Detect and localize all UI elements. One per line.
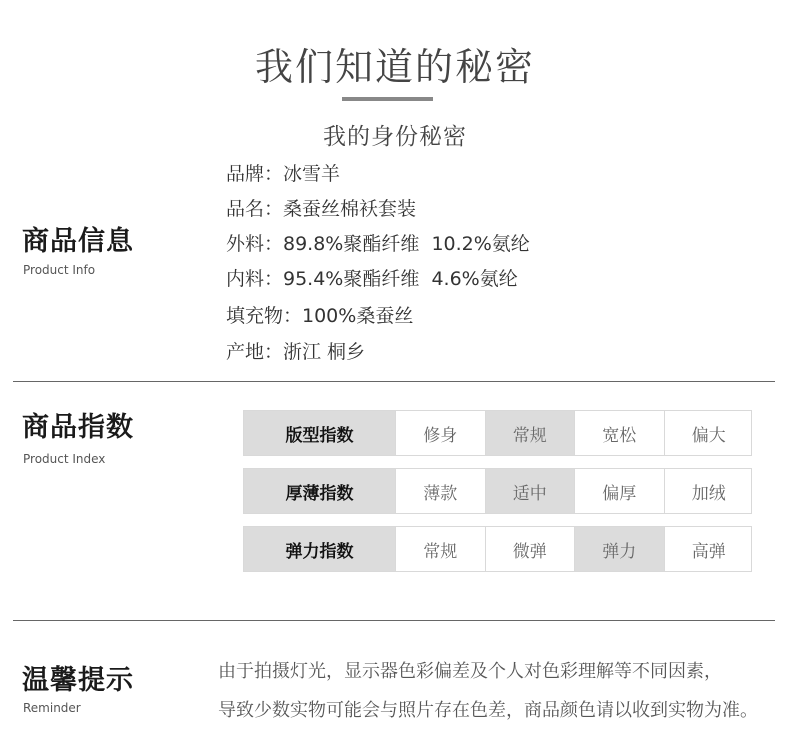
product-index-heading-en: Product Index [23, 452, 106, 466]
reminder-line: 由于拍摄灯光，显示器色彩偏差及个人对色彩理解等不同因素， [218, 661, 722, 682]
index-option-selected: 常规 [485, 411, 575, 455]
index-option: 薄款 [395, 469, 485, 513]
section-divider [13, 381, 775, 382]
index-row-label: 弹力指数 [244, 527, 395, 571]
index-option-selected: 弹力 [574, 527, 664, 571]
index-row-label: 版型指数 [244, 411, 395, 455]
info-filling: 填充物：100%桑蚕丝 [226, 305, 414, 327]
title-underline [342, 97, 433, 101]
page-subtitle: 我的身份秘密 [323, 124, 467, 150]
index-option: 宽松 [574, 411, 664, 455]
index-option: 偏厚 [574, 469, 664, 513]
index-option: 常规 [395, 527, 485, 571]
info-product-name: 品名：桑蚕丝棉袄套装 [226, 198, 417, 220]
reminder-heading: 温馨提示 [22, 665, 134, 696]
info-brand: 品牌：冰雪羊 [226, 163, 341, 185]
index-option-selected: 适中 [485, 469, 575, 513]
product-info-heading: 商品信息 [22, 226, 134, 257]
page-title: 我们知道的秘密 [254, 45, 535, 89]
product-info-heading-en: Product Info [23, 263, 96, 277]
index-option: 偏大 [664, 411, 754, 455]
index-option: 微弹 [485, 527, 575, 571]
index-option: 加绒 [664, 469, 754, 513]
index-row-elasticity [243, 526, 752, 572]
index-option: 修身 [395, 411, 485, 455]
section-divider [13, 620, 775, 621]
info-inner-fabric: 内料：95.4%聚酯纤维 4.6%氨纶 [226, 268, 518, 290]
reminder-line: 导致少数实物可能会与照片存在色差，商品颜色请以收到实物为准。 [218, 700, 758, 721]
info-outer-fabric: 外料：89.8%聚酯纤维 10.2%氨纶 [226, 233, 530, 255]
index-row-fit [243, 410, 752, 456]
reminder-heading-en: Reminder [23, 701, 81, 715]
index-row-label: 厚薄指数 [244, 469, 395, 513]
index-option: 高弹 [664, 527, 754, 571]
index-row-thickness [243, 468, 752, 514]
product-index-heading: 商品指数 [22, 412, 134, 443]
info-origin: 产地：浙江 桐乡 [226, 341, 366, 363]
